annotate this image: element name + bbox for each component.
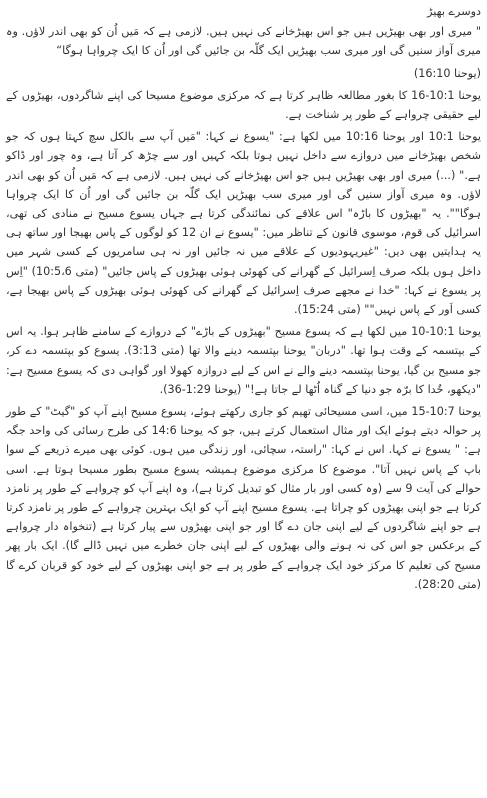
paragraph-intro: یوحنا 10:1-16 کا بغور مطالعہ ظاہر کرتا ہے کہ مرکزی موضوع مسیحا کی اپنے شاگردوں، بھیڑوں کے لیے حقیقی چرواہے کے طور پر شناخت ہے.	[6, 88, 481, 122]
section-heading: دوسرے بھیڑ	[427, 5, 481, 18]
paragraph-door: یوحنا 10:1-10 میں لکھا ہے کہ یسوع مسیح "بھیڑوں کے باڑے" کے دروازے کے سامنے ظاہر ہوا. یہ اس کے بپتسمہ کے وقت ہوا تھا. "دربان" یوحنا بپتسمہ دینے والا تھا (متی 3:13). یسوع کو بپتسمہ دے کر، جو مسیح بن گیا، یوحنا بپتسمہ دینے والے نے اس کے لیے دروازہ کھولا اور گواہی دی کہ یسوع مسیح ہے: "دیکھو، خُدا کا برّہ جو دنیا کے گناہ اُٹھا لے جاتا ہے!" (یوحنا 1:29-36).	[6, 325, 482, 396]
paragraph-shepherd: یوحنا 10:7-15 میں، اسی مسیحائی تھیم کو جاری رکھتے ہوئے، یسوع مسیح اپنے آپ کو "گیٹ" کے طور پر حوالہ دیتے ہوئے ایک اور مثال استعمال کرتے ہیں، جو کہ یوحنا 14:6 کی طرح رسائی کی واحد جگہ ہے: " یسوع نے کہا. اس نے کہا: "راستہ، سچائی، اور زندگی میں ہوں. کوئی بھی میرے ذریعے کے سوا باپ کے پاس نہیں آتا". موضوع کا مرکزی موضوع ہمیشہ یسوع مسیح بطور مسیحا ہوتا ہے. اسی حوالے کی آیت 9 سے (وہ کسی اور بار مثال کو تبدیل کرتا ہے)، وہ اپنے آپ کو چرواہے کے طور پر نامزد کرتا ہے جو اپنی بھیڑوں کو چراتا ہے. یسوع مسیح اپنے آپ کو ایک بہترین چرواہے کے طور پر نامزد کرتا ہے جو اپنے شاگردوں کے لیے اپنی جان دے گا اور جو اپنی بھیڑوں سے پیار کرتا ہے (تنخواہ دار چرواہے کے برعکس جو اس کی نہ ہونے والی بھیڑوں کے لیے اپنی جان خطرے میں نہیں ڈالے گا). ایک بار پھر مسیح کی تعلیم کا مرکز خود ایک چرواہے کے طور پر ہے جو اپنی بھیڑوں کے لیے خود کو قربان کرے گا (متی 28:20).	[6, 405, 482, 591]
opening-quote: " میری اور بھی بھیڑیں ہیں جو اس بھیڑخانے کی نہیں ہیں. لازمی ہے کہ مَیں اُن کو بھی اندر لاؤں. وہ میری آواز سنیں گی اور میری سب بھیڑیں ایک گلّہ بن جائیں گی اور اُن کا ایک چرواہا ہوگا“	[6, 25, 481, 58]
paragraph-sheepfold: یوحنا 10:1 اور یوحنا 10:16 میں لکھا ہے: "یسوع نے کہا: "مَیں آپ سے بالکل سچ کہتا ہوں کہ جو شخص بھیڑخانے میں دروازے سے داخل نہیں ہوتا بلکہ کہیں اور سے چڑھ کر آتا ہے، وہ چور اور ڈاکو ہے." (...) میری اور بھی بھیڑیں ہیں جو اس بھیڑخانے کی نہیں ہیں. لازمی ہے کہ مَیں اُن کو بھی اندر لاؤں. وہ میری آواز سنیں گی اور میری سب بھیڑیں ایک گلّہ بن جائیں گی اور اُن کا ایک چرواہا ہوگا"". یہ "بھیڑوں کا باڑہ" اس علاقے کی نمائندگی کرتا ہے جہاں یسوع مسیح نے منادی کی تھی، اسرائیل کی قوم، موسوی قانون کے تناظر میں: "یسوع نے ان 12 کو لوگوں کے پاس بھیجا اور ساتھ ہی یہ ہدایتیں بھی دیں: "غیریہودیوں کے علاقے میں نہ جائیں اور نہ ہی سامریوں کے کسی شہر میں داخل ہوں بلکہ صرف اِسرائیل کے گھرانے کی کھوئی ہوئی بھیڑوں کے پاس جائیں" (متی 10:5،6) "اِس پر یسوع نے کہا: "خدا نے مجھے صرف اِسرائیل کے گھرانے کی کھوئی ہوئی بھیڑوں کے پاس بھیجا ہے، کسی اَور کے پاس نہیں"" (متی 15:24).	[6, 130, 481, 317]
quote-reference: (یوحنا 16:10)	[413, 66, 481, 80]
